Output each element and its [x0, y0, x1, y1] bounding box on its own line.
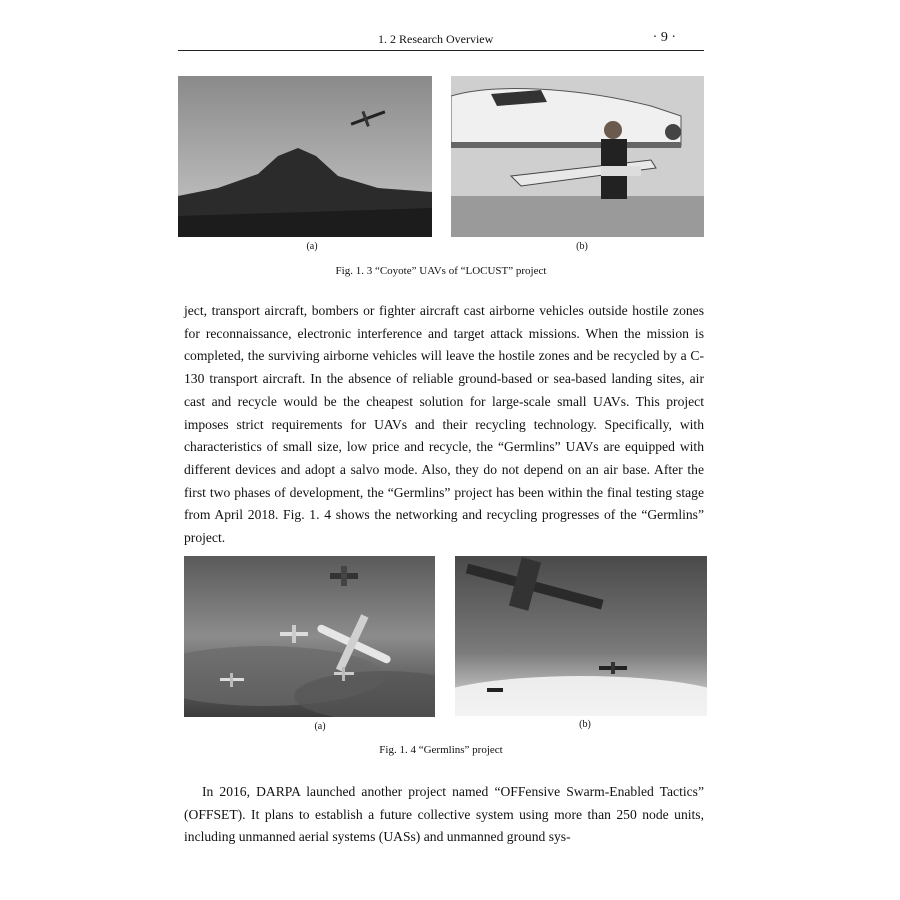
figure-1-4b-label: (b) — [579, 719, 591, 730]
figure-1-3-caption: Fig. 1. 3 “Coyote” UAVs of “LOCUST” project — [335, 265, 547, 277]
figure-1-4b-image — [455, 556, 707, 716]
figure-1-3b-label: (b) — [576, 241, 588, 252]
page-number: · 9 · — [652, 30, 676, 45]
section-title: 1. 2 Research Overview — [378, 32, 494, 46]
figure-1-3a-label: (a) — [306, 241, 318, 252]
figure-1-3a-image — [178, 76, 432, 237]
figure-1-4a-image — [184, 556, 435, 717]
figure-1-4a-label: (a) — [314, 721, 326, 732]
paragraph-2: In 2016, DARPA launched another project named “OFFensive Swarm-Enabled Tactics” (OFFSET). It plans to establish a future collective system using more than 250 node units, including unmanned aerial systems (UASs) and unmanned ground sys- — [184, 784, 704, 845]
figure-1-4-caption: Fig. 1. 4 “Germlins” project — [379, 744, 503, 756]
figure-1-3b-image — [451, 76, 704, 237]
paragraph-1: ject, transport aircraft, bombers or fighter aircraft cast airborne vehicles outside hostile zones for reconnaissance, electronic interference and target attack missions. When the mission is completed, the surviving airborne vehicles will leave the hostile zones and be recycled by a C-130 transport aircraft. In the absence of reliable ground-based or sea-based landing sites, air cast and recycle would be the cheapest solution for large-scale small UAVs. This project imposes strict requirements for UAVs and their recycling technology. Specifically, with characteristics of small size, low price and recycle, the “Germlins” UAVs are equipped with different devices and adopt a salvo mode. Also, they do not depend on an air base. After the first two phases of development, the “Germlins” project has been within the final testing stage from April 2018. Fig. 1. 4 shows the networking and recycling progresses of the “Germlins” project. — [184, 303, 704, 546]
running-header — [178, 30, 704, 51]
